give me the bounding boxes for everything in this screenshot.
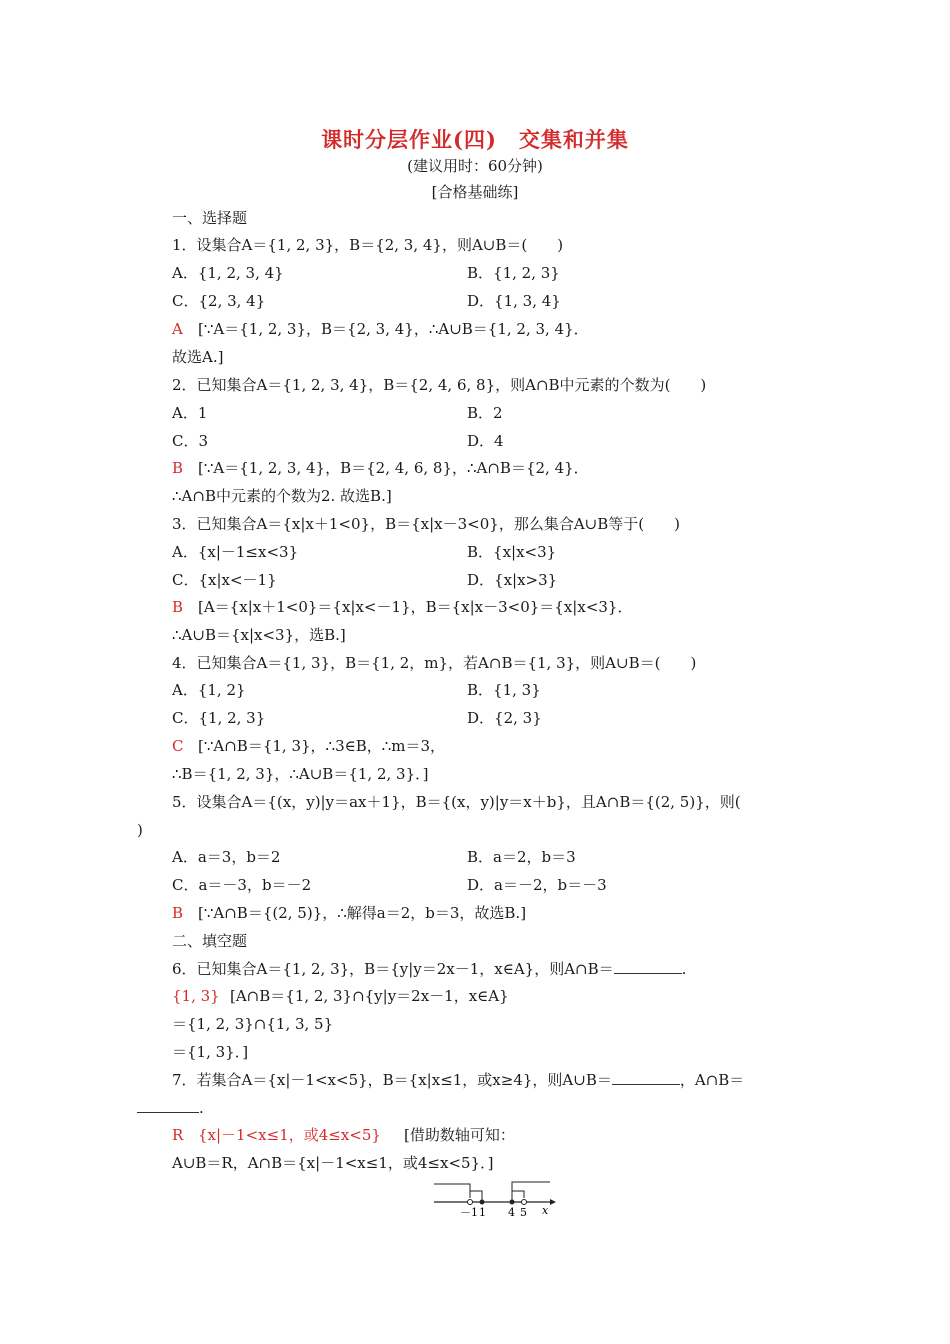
- axis-label-x: x: [542, 1204, 549, 1217]
- q3-option-c: C．{x|x<－1}: [172, 571, 277, 589]
- number-line-figure: [430, 1178, 560, 1218]
- closed-point-4: [510, 1200, 515, 1205]
- q3-option-d: D．{x|x>3}: [467, 571, 558, 589]
- q7-solution-cont: A∪B＝R，A∩B＝{x|－1<x≤1，或4≤x<5}．]: [172, 1154, 494, 1172]
- suggested-time: (建议用时：60分钟): [407, 157, 543, 175]
- q7-blank-union: [612, 1070, 680, 1085]
- q2-option-c: C．3: [172, 432, 209, 450]
- q6-solution-line2: ＝{1, 2, 3}∩{1, 3, 5}: [172, 1015, 334, 1033]
- q3-option-a: A．{x|－1≤x<3}: [172, 543, 299, 561]
- open-point-minus1: [468, 1200, 473, 1205]
- tick-label-1: 1: [479, 1206, 486, 1218]
- q5-stem-cont: ): [137, 821, 143, 839]
- q6-blank: [614, 959, 682, 974]
- q3-option-b: B．{x|x<3}: [467, 543, 557, 561]
- page-title: 课时分层作业(四) 交集和并集: [321, 127, 629, 152]
- q3-solution: B [A＝{x|x＋1<0}＝{x|x<－1}，B＝{x|x－3<0}＝{x|x<3}．: [172, 598, 633, 616]
- q4-solution-cont: ∴B＝{1, 2, 3}，∴A∪B＝{1, 2, 3}．]: [172, 765, 429, 783]
- q2-option-a: A．1: [172, 404, 208, 422]
- q1-solution: A [∵A＝{1, 2, 3}，B＝{2, 3, 4}，∴A∪B＝{1, 2, 3, 4}．: [172, 320, 589, 338]
- level-label: [合格基础练]: [431, 183, 519, 201]
- q5-option-d: D．a＝－2，b＝－3: [467, 876, 607, 894]
- q7-answer-key-1: R: [172, 1126, 184, 1144]
- q6-solution: {1, 3} [A∩B＝{1, 2, 3}∩{y|y＝2x－1，x∈A}: [172, 987, 509, 1005]
- q5-solution: B [∵A∩B＝{(2, 5)}，∴解得a＝2，b＝3，故选B.]: [172, 904, 527, 922]
- section-choice: 一、选择题: [172, 209, 248, 227]
- q2-option-b: B．2: [467, 404, 503, 422]
- q3-answer-key: B: [172, 598, 184, 616]
- q1-option-d: D．{1, 3, 4}: [467, 292, 561, 310]
- q7-solution: R {x|－1<x≤1，或4≤x<5} [借助数轴可知：: [172, 1126, 515, 1144]
- tick-label-5: 5: [520, 1206, 527, 1218]
- q2-answer-key: B: [172, 459, 184, 477]
- q1-answer-key: A: [172, 320, 183, 338]
- q4-option-d: D．{2, 3}: [467, 709, 542, 727]
- q5-option-a: A．a＝3，b＝2: [172, 848, 281, 866]
- set-b-left-ray: [434, 1184, 470, 1198]
- q4-stem: 4．已知集合A＝{1, 3}，B＝{1, 2，m}，若A∩B＝{1, 3}，则A∪B＝( ): [172, 654, 697, 672]
- closed-point-1: [480, 1200, 485, 1205]
- q1-option-a: A．{1, 2, 3, 4}: [172, 264, 284, 282]
- q3-stem: 3．已知集合A＝{x|x＋1<0}，B＝{x|x－3<0}，那么集合A∪B等于( ): [172, 515, 680, 533]
- q4-answer-key: C: [172, 737, 184, 755]
- q6-stem: 6．已知集合A＝{1, 2, 3}，B＝{y|y＝2x－1，x∈A}，则A∩B＝ .: [172, 960, 687, 978]
- q5-stem: 5．设集合A＝{(x，y)|y＝ax＋1}，B＝{(x，y)|y＝x＋b}，且A∩B＝{(2, 5)}，则(: [172, 793, 741, 811]
- q7-stem: 7．若集合A＝{x|－1<x<5}，B＝{x|x≤1，或x≥4}，则A∪B＝ ，A∩B＝: [172, 1071, 745, 1089]
- q2-option-d: D．4: [467, 432, 504, 450]
- set-b-right-ray: [512, 1182, 550, 1191]
- q4-option-a: A．{1, 2}: [172, 681, 246, 699]
- q5-option-b: B．a＝2，b＝3: [467, 848, 576, 866]
- q2-solution-cont: ∴A∩B中元素的个数为2. 故选B.]: [172, 487, 392, 505]
- section-fill: 二、填空题: [172, 932, 248, 950]
- q1-option-b: B．{1, 2, 3}: [467, 264, 560, 282]
- q5-answer-key: B: [172, 904, 184, 922]
- q1-option-c: C．{2, 3, 4}: [172, 292, 266, 310]
- q2-stem: 2．已知集合A＝{1, 2, 3, 4}，B＝{2, 4, 6, 8}，则A∩B中元素的个数为( ): [172, 376, 707, 394]
- q6-answer-key: {1, 3}: [172, 987, 220, 1005]
- tick-label-4: 4: [508, 1206, 515, 1218]
- q4-solution: C [∵A∩B＝{1, 3}，∴3∈B，∴m＝3，: [172, 737, 446, 755]
- q5-option-c: C．a＝－3，b＝－2: [172, 876, 312, 894]
- q7-answer-key-2: {x|－1<x≤1，或4≤x<5}: [198, 1126, 381, 1144]
- q2-solution: B [∵A＝{1, 2, 3, 4}，B＝{2, 4, 6, 8}，∴A∩B＝{2, 4}．: [172, 459, 589, 477]
- q1-solution-cont: 故选A.]: [172, 348, 224, 366]
- q1-stem: 1．设集合A＝{1, 2, 3}，B＝{2, 3, 4}，则A∪B＝( ): [172, 236, 564, 254]
- q4-option-c: C．{1, 2, 3}: [172, 709, 266, 727]
- q3-solution-cont: ∴A∪B＝{x|x<3}，选B.]: [172, 626, 346, 644]
- tick-label-minus1: －1: [460, 1206, 478, 1218]
- q7-blank-intersection: [137, 1098, 199, 1113]
- q7-stem-cont: .: [137, 1098, 204, 1118]
- q4-option-b: B．{1, 3}: [467, 681, 541, 699]
- open-point-5: [522, 1200, 527, 1205]
- q6-solution-line3: ＝{1, 3}．]: [172, 1043, 249, 1061]
- number-line-arrow: [550, 1199, 556, 1205]
